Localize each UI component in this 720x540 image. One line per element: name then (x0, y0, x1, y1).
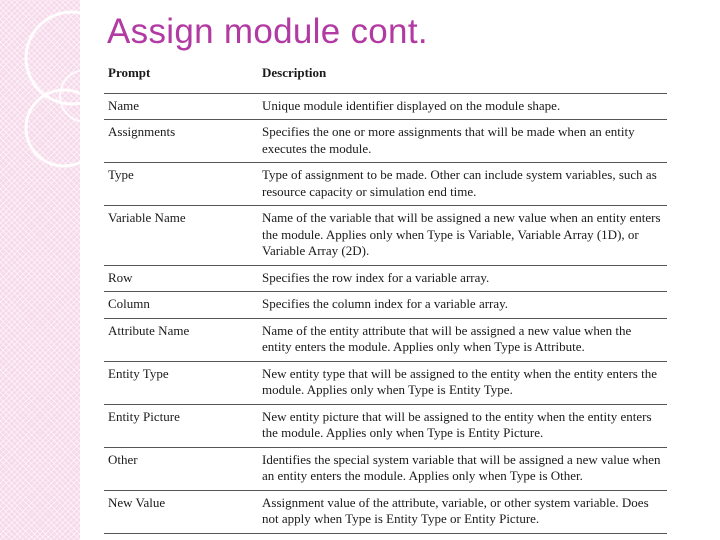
row-description: Specifies the row index for a variable array. (258, 265, 667, 292)
table-row (104, 93, 667, 120)
row-prompt: Column (104, 292, 258, 319)
row-description: New entity picture that will be assigned to the entity when the entity enters the module. Applies only when Type is Entity Picture. (258, 404, 667, 447)
row-prompt: Other (104, 447, 258, 490)
row-description: Identifies the special system variable that will be assigned a new value when an entity enters the module. Applies only when Type is Other. (258, 447, 667, 490)
row-prompt: Entity Picture (104, 404, 258, 447)
table-header-row (104, 60, 667, 93)
decorative-circles (0, 0, 110, 200)
row-description: Name of the entity attribute that will be assigned a new value when the entity enters the module. Applies only when Type is Attribute. (258, 318, 667, 361)
row-description: Name of the variable that will be assigned a new value when an entity enters the module. Applies only when Type is Variable, Variable Array (1D), or Variable Array (2D). (258, 206, 667, 266)
slide-title: Assign module cont. (107, 12, 428, 51)
table-row (104, 206, 667, 266)
table-row (104, 361, 667, 404)
table-row (104, 318, 667, 361)
row-prompt: Name (104, 93, 258, 120)
row-prompt: Attribute Name (104, 318, 258, 361)
row-description: Unique module identifier displayed on the module shape. (258, 93, 667, 120)
header-prompt: Prompt (104, 60, 258, 93)
row-description: Specifies the one or more assignments that will be made when an entity executes the module. (258, 120, 667, 163)
table-row (104, 490, 667, 533)
row-description: Assignment value of the attribute, variable, or other system variable. Does not apply when Type is Entity Type or Entity Picture. (258, 490, 667, 533)
row-prompt: Variable Name (104, 206, 258, 266)
table-row (104, 292, 667, 319)
prompt-description-table (104, 60, 667, 534)
table-row (104, 265, 667, 292)
row-description: Type of assignment to be made. Other can include system variables, such as resource capacity or simulation end time. (258, 163, 667, 206)
row-description: Specifies the column index for a variable array. (258, 292, 667, 319)
header-description: Description (258, 60, 667, 93)
table-row (104, 404, 667, 447)
row-prompt: New Value (104, 490, 258, 533)
row-prompt: Row (104, 265, 258, 292)
row-prompt: Entity Type (104, 361, 258, 404)
row-prompt: Type (104, 163, 258, 206)
table-row (104, 163, 667, 206)
row-description: New entity type that will be assigned to the entity when the entity enters the module. Applies only when Type is Entity Type. (258, 361, 667, 404)
table-row (104, 447, 667, 490)
table-row (104, 120, 667, 163)
row-prompt: Assignments (104, 120, 258, 163)
